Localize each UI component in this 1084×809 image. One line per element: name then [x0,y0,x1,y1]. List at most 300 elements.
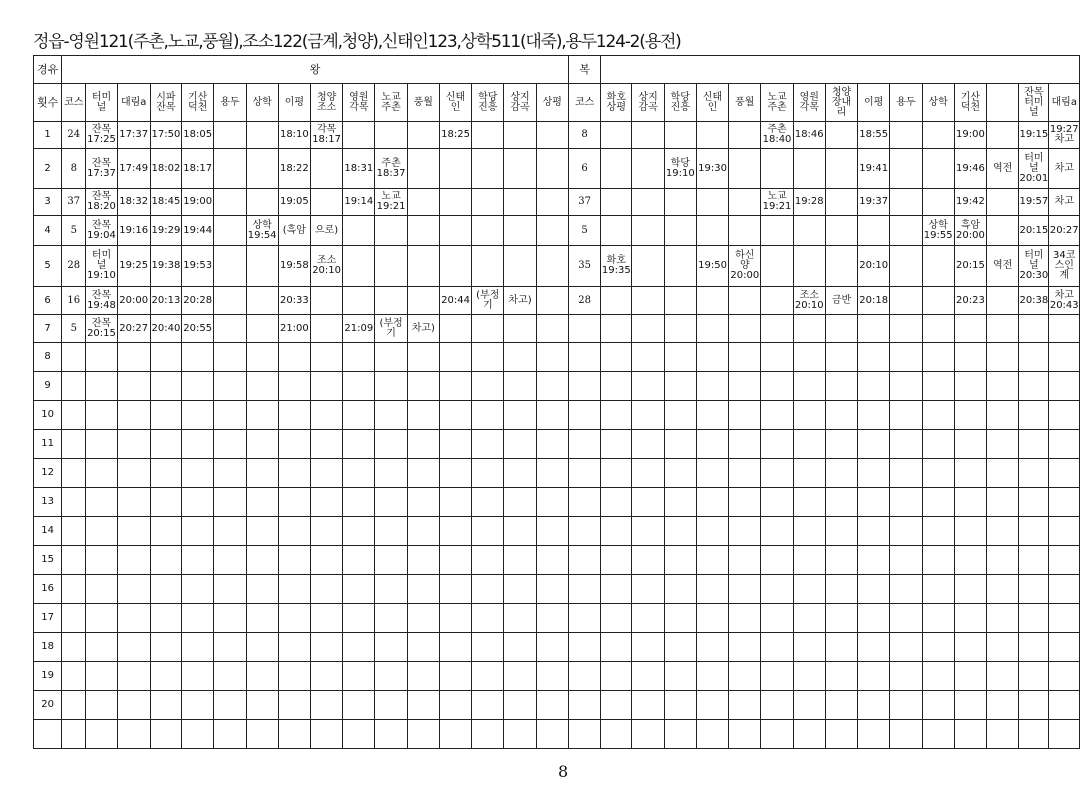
empty-cell [278,372,310,401]
inbound-time-cell [632,246,664,287]
empty-cell [536,401,568,430]
empty-cell [825,691,857,720]
empty-cell [601,633,632,662]
empty-cell [987,546,1019,575]
inbound-time-cell [1019,149,1049,189]
empty-cell [1019,459,1049,488]
empty-cell [375,720,407,749]
empty-cell [922,691,954,720]
table-row [34,459,1080,488]
empty-cell [1049,604,1080,633]
empty-cell [954,575,986,604]
empty-cell [987,633,1019,662]
outbound-time-cell [472,122,504,149]
empty-cell [117,633,150,662]
empty-cell [117,372,150,401]
outbound-time-cell [504,216,536,246]
header-row-route [34,56,1080,84]
outbound-time-cell [117,216,150,246]
empty-cell [504,401,536,430]
outbound-time-cell [182,189,214,216]
empty-cell [62,633,86,662]
empty-cell [632,633,664,662]
inbound-time-cell [825,149,857,189]
empty-cell [922,546,954,575]
empty-cell [601,459,632,488]
inbound-time-cell [601,122,632,149]
trip-number [34,401,62,430]
inbound-time-cell [793,122,825,149]
empty-cell [150,575,181,604]
empty-cell [569,691,601,720]
outbound-time-cell-text: 17:50 [151,129,181,140]
route-label: 경유 [34,56,62,84]
empty-cell [117,720,150,749]
empty-cell [375,633,407,662]
inbound-time-cell [890,246,922,287]
empty-cell [407,546,439,575]
outbound-stop-header [246,84,278,122]
outbound-time-cell-text: 주촌 18:37 [376,157,406,179]
empty-cell [246,546,278,575]
empty-cell [278,430,310,459]
empty-cell [182,662,214,691]
trip-number [34,517,62,546]
trip-number-text: 4 [44,224,51,236]
empty-cell [86,488,117,517]
trip-number-text: 10 [41,409,54,420]
inbound-time-cell-text: 19:27 차고 [1049,124,1079,145]
empty-cell [761,575,793,604]
empty-cell [117,517,150,546]
empty-cell [504,488,536,517]
outbound-time-cell-text: 잔목 20:15 [87,317,116,339]
outbound-course-text: 5 [70,224,77,236]
empty-cell [890,720,922,749]
outbound-time-cell-text: 조소 20:10 [312,255,342,276]
trip-number [34,546,62,575]
empty-cell [439,517,471,546]
empty-cell [407,401,439,430]
inbound-time-cell [922,315,954,343]
empty-cell [536,459,568,488]
empty-cell [761,662,793,691]
empty-cell [632,546,664,575]
empty-cell [696,430,728,459]
empty-cell [246,430,278,459]
empty-cell [472,575,504,604]
outbound-time-cell-text: 상학 19:54 [247,219,277,241]
outbound-stop-header [117,84,150,122]
empty-cell [343,343,375,372]
outbound-time-cell-text: 19:58 [279,260,309,271]
outbound-time-cell [182,315,214,343]
outbound-time-cell-text: 19:29 [151,224,181,236]
empty-cell [246,691,278,720]
trip-number-text: 16 [41,583,54,594]
empty-cell [696,691,728,720]
outbound-time-cell-text: 잔목 18:20 [87,191,116,212]
outbound-time-cell [310,189,342,216]
outbound-time-cell [117,246,150,287]
empty-cell [504,691,536,720]
empty-cell [696,546,728,575]
empty-cell [504,430,536,459]
empty-cell [246,401,278,430]
trip-number-text: 19 [41,670,54,681]
outbound-time-cell [310,216,342,246]
empty-cell [664,720,696,749]
empty-cell [375,488,407,517]
outbound-time-cell-text: 18:10 [279,129,309,140]
inbound-time-cell [1019,287,1049,315]
empty-cell [343,662,375,691]
inbound-stop-header [1019,84,1049,122]
empty-cell [793,546,825,575]
inbound-time-cell [922,216,954,246]
empty-cell [890,662,922,691]
empty-cell [407,575,439,604]
outbound-time-cell [150,216,181,246]
outbound-time-cell-text: 잔목 19:48 [87,289,116,311]
empty-cell [375,604,407,633]
empty-cell [793,343,825,372]
inbound-time-cell [858,287,890,315]
empty-cell [472,372,504,401]
inbound-time-cell [890,216,922,246]
empty-cell [890,372,922,401]
empty-cell [825,401,857,430]
inbound-time-cell-text: 하신 양 20:00 [730,250,760,281]
outbound-time-cell [182,149,214,189]
empty-cell [504,517,536,546]
inbound-time-cell [954,149,986,189]
trip-number [34,604,62,633]
inbound-time-cell-text: 차고 20:43 [1049,289,1079,311]
empty-cell [987,459,1019,488]
empty-cell [310,546,342,575]
empty-cell [922,517,954,546]
empty-cell [439,343,471,372]
empty-cell [214,691,246,720]
empty-cell [729,662,761,691]
empty-cell [62,720,86,749]
inbound-time-cell [761,189,793,216]
empty-cell [954,720,986,749]
outbound-time-cell [150,246,181,287]
empty-cell [601,691,632,720]
inbound-course-label [569,84,601,122]
empty-cell [278,517,310,546]
empty-cell [246,372,278,401]
table-row [34,691,1080,720]
inbound-time-cell [664,149,696,189]
empty-cell [793,517,825,546]
inbound-time-cell [696,315,728,343]
empty-cell [987,343,1019,372]
inbound-time-cell-text: 역전 [992,162,1013,174]
table-row [34,149,1080,189]
outbound-time-cell [375,246,407,287]
empty-cell [278,575,310,604]
empty-cell [601,604,632,633]
trip-number-text: 15 [41,554,54,565]
empty-cell [343,691,375,720]
empty-cell [664,401,696,430]
empty-cell [793,633,825,662]
empty-cell [343,430,375,459]
inbound-time-cell-text: 19:30 [698,162,727,174]
bus-timetable [33,55,1080,749]
inbound-time-cell [793,246,825,287]
outbound-course [62,315,86,343]
empty-cell [729,633,761,662]
outbound-stop-header [407,84,439,122]
empty-cell [1019,401,1049,430]
empty-cell [472,662,504,691]
empty-cell [310,401,342,430]
empty-cell [793,662,825,691]
empty-cell [182,459,214,488]
empty-cell [922,575,954,604]
outbound-time-cell [407,287,439,315]
empty-cell [182,720,214,749]
inbound-time-cell-text: 18:55 [859,129,889,140]
outbound-course [62,216,86,246]
outbound-time-cell [214,189,246,216]
inbound-time-cell [1049,122,1080,149]
empty-cell [954,488,986,517]
empty-cell [439,575,471,604]
empty-cell [214,517,246,546]
inbound-stop-header-text: 풍월 [735,96,755,108]
empty-cell [150,401,181,430]
empty-cell [793,372,825,401]
empty-cell [729,691,761,720]
empty-cell [1019,430,1049,459]
empty-cell [310,691,342,720]
outbound-time-cell [150,315,181,343]
inbound-time-cell [890,189,922,216]
empty-cell [62,401,86,430]
inbound-time-cell-text: 흑암 20:00 [956,219,985,241]
empty-cell [1019,343,1049,372]
empty-cell [407,720,439,749]
outbound-stop-header [86,84,117,122]
empty-cell [536,633,568,662]
empty-cell [214,430,246,459]
table-row [34,517,1080,546]
outbound-time-cell [150,287,181,315]
empty-cell [343,575,375,604]
empty-cell [86,662,117,691]
empty-cell [954,662,986,691]
outbound-stop-header-text: 대림a [120,96,147,108]
trip-number [34,691,62,720]
inbound-stop-header-text: 상지 감곡 [638,91,658,113]
outbound-time-cell-text: 18:31 [344,162,374,174]
empty-cell [729,401,761,430]
empty-cell [825,430,857,459]
empty-cell [632,691,664,720]
empty-cell [182,430,214,459]
empty-cell [117,662,150,691]
inbound-time-cell [664,246,696,287]
inbound-time-cell [601,189,632,216]
outbound-time-cell-text: 17:37 [119,129,149,140]
table-row [34,633,1080,662]
trip-number-text: 13 [41,496,54,507]
outbound-stop-header [310,84,342,122]
empty-cell [86,720,117,749]
empty-cell [954,401,986,430]
outbound-time-cell [246,287,278,315]
table-row [34,343,1080,372]
outbound-time-cell [472,189,504,216]
inbound-time-cell [761,315,793,343]
empty-cell [472,720,504,749]
outbound-time-cell-text: (부정 기 [379,317,403,339]
outbound-time-cell [246,189,278,216]
outbound-time-cell [439,246,471,287]
trip-number [34,459,62,488]
outbound-time-cell [278,216,310,246]
outbound-stop-header [536,84,568,122]
empty-cell [761,488,793,517]
empty-cell [86,691,117,720]
empty-cell [246,517,278,546]
empty-cell [729,372,761,401]
empty-cell [407,517,439,546]
outbound-time-cell [278,315,310,343]
empty-cell [278,546,310,575]
empty-cell [858,401,890,430]
inbound-time-cell [632,189,664,216]
empty-cell [922,488,954,517]
outbound-stop-header-text: 시파 잔목 [156,91,176,113]
outbound-course [62,189,86,216]
outbound-course [62,149,86,189]
outbound-time-cell [472,149,504,189]
empty-cell [761,401,793,430]
empty-cell [632,343,664,372]
empty-cell [696,517,728,546]
outbound-time-cell [246,315,278,343]
outbound-time-cell-text: 20:00 [119,294,149,306]
empty-cell [62,517,86,546]
inbound-time-cell [601,246,632,287]
empty-cell [246,662,278,691]
empty-cell [987,372,1019,401]
inbound-time-cell [954,216,986,246]
empty-cell [601,401,632,430]
trip-number [34,488,62,517]
inbound-stop-header [793,84,825,122]
outbound-time-cell [375,122,407,149]
empty-cell [62,691,86,720]
outbound-time-cell-text: 20:27 [119,322,149,334]
inbound-time-cell [1019,315,1049,343]
empty-cell [922,343,954,372]
empty-cell [343,401,375,430]
empty-cell [117,575,150,604]
empty-cell [696,459,728,488]
inbound-time-cell [922,149,954,189]
outbound-time-cell [407,149,439,189]
inbound-time-cell [825,122,857,149]
empty-cell [696,662,728,691]
empty-cell [150,720,181,749]
empty-cell [246,604,278,633]
outbound-time-cell-text: 터미 널 19:10 [87,250,116,281]
outbound-label: 왕 [62,56,569,84]
inbound-time-cell-text: 학당 19:10 [665,157,695,179]
inbound-time-cell-text: 19:28 [794,196,824,207]
empty-cell [729,546,761,575]
empty-cell [375,372,407,401]
inbound-time-cell-text: 19:00 [956,129,985,140]
empty-cell [62,430,86,459]
outbound-time-cell-text: 으로) [314,224,339,236]
inbound-time-cell [696,122,728,149]
empty-cell [632,430,664,459]
inbound-stop-header-text: 용두 [896,96,916,108]
outbound-time-cell-text: 19:00 [183,196,213,207]
empty-cell [1049,720,1080,749]
count-label: 횟수 [34,84,62,122]
outbound-time-cell [407,122,439,149]
outbound-stop-header-text: 신태 인 [445,91,466,113]
outbound-stop-header-text: 이평 [284,96,305,108]
empty-cell [86,546,117,575]
empty-cell [761,720,793,749]
empty-cell [536,517,568,546]
empty-cell [504,459,536,488]
outbound-time-cell [343,189,375,216]
empty-cell [987,488,1019,517]
trip-number-text: 7 [44,322,51,334]
empty-cell [214,720,246,749]
empty-cell [569,720,601,749]
empty-cell [86,517,117,546]
empty-cell [858,633,890,662]
outbound-time-cell [439,122,471,149]
empty-cell [890,459,922,488]
inbound-course-text: 37 [578,196,591,207]
empty-cell [729,575,761,604]
inbound-time-cell-text: 19:15 [1019,129,1049,140]
empty-cell [182,546,214,575]
empty-cell [569,604,601,633]
empty-cell [664,372,696,401]
outbound-time-cell [86,189,117,216]
outbound-time-cell [472,246,504,287]
empty-cell [86,604,117,633]
outbound-time-cell [310,246,342,287]
outbound-time-cell [214,315,246,343]
empty-cell [343,546,375,575]
inbound-time-cell-text: 터미 널 20:30 [1019,250,1049,281]
empty-cell [858,546,890,575]
empty-cell [890,633,922,662]
outbound-time-cell [407,216,439,246]
outbound-time-cell [117,189,150,216]
empty-cell [343,488,375,517]
outbound-stop-header-text: 용두 [220,96,240,108]
empty-cell [182,401,214,430]
empty-cell [246,343,278,372]
outbound-time-cell-text: 차고) [508,294,532,306]
